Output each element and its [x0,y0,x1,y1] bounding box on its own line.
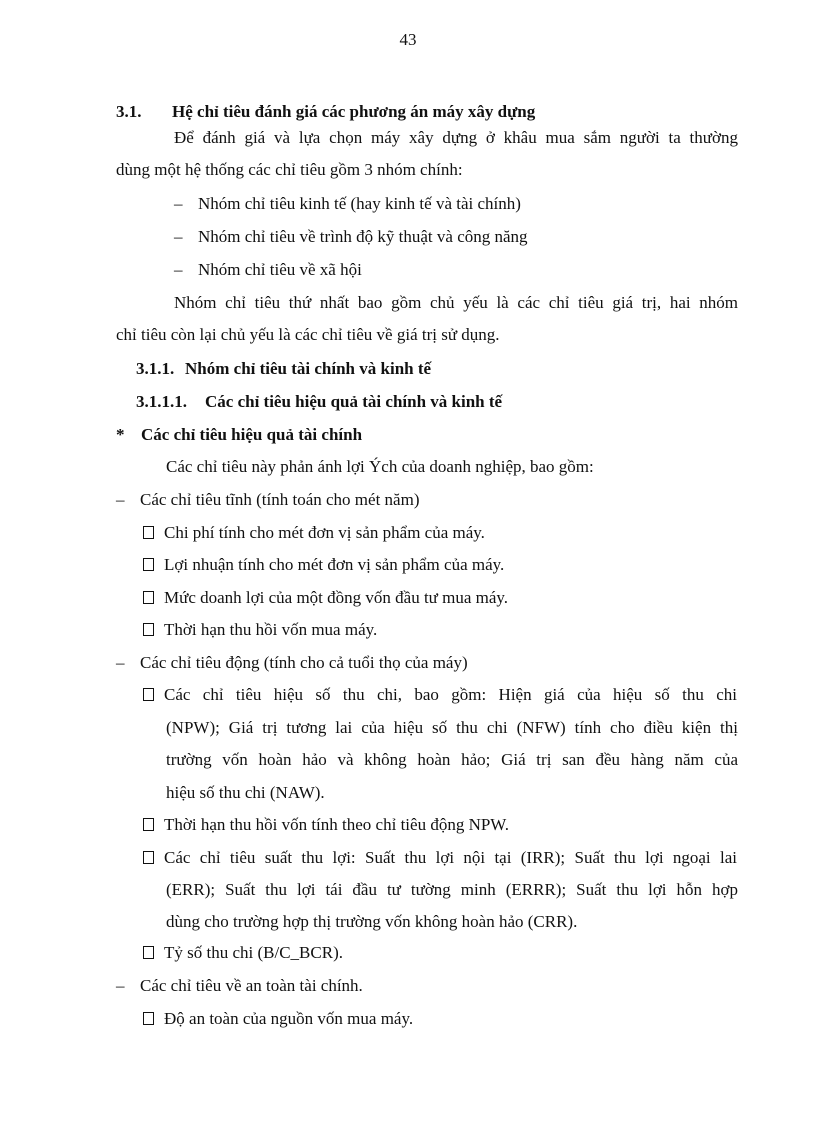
dynamic-title: Các chỉ tiêu động (tính cho cả tuổi thọ của máy) [140,653,468,672]
square-bullet-icon [143,623,154,636]
group-item [174,225,528,249]
square-bullet-icon [143,1012,154,1025]
safety-heading [116,974,363,998]
item-text-cont: (NPW); Giá trị tương lai của hiệu số thu chi (NFW) tính cho điều kiện thị [166,718,738,737]
intro-line-1: Để đánh giá và lựa chọn máy xây dựng ở khâu mua sắm người ta thường [174,128,738,147]
square-bullet-icon [143,818,154,831]
subsection-number: 3.1.1. [136,359,175,378]
subsubsection-title: Các chỉ tiêu hiệu quả tài chính và kinh tế [205,392,503,411]
list-item [143,618,377,642]
para2-line-1: Nhóm chỉ tiêu thứ nhất bao gồm chủ yếu là các chỉ tiêu giá trị, hai nhóm [174,293,738,312]
subsubsection-number: 3.1.1.1. [136,392,187,411]
square-bullet-icon [143,851,154,864]
square-bullet-icon [143,688,154,701]
star-intro: Các chỉ tiêu này phản ánh lợi Ých của doanh nghiệp, bao gồm: [166,457,594,476]
dash-bullet: – [116,653,125,672]
star-heading [116,423,362,447]
section-heading [116,100,535,124]
dash-bullet: – [174,194,183,213]
list-item [143,813,509,837]
square-bullet-icon [143,591,154,604]
group-item [174,192,521,216]
list-item [143,683,738,707]
dash-bullet: – [174,260,183,279]
item-text-cont: dùng cho trường hợp thị trường vốn không hoàn hảo (CRR). [166,912,578,931]
star-mark: * [116,425,125,444]
item-text: Lợi nhuận tính cho mét đơn vị sản phẩm của máy. [164,555,505,574]
section-title: Hệ chỉ tiêu đánh giá các phương án máy xây dựng [172,102,536,121]
item-text: Mức doanh lợi của một đồng vốn đầu tư mua máy. [164,588,509,607]
page-number: 43 [399,30,417,49]
group-label: Nhóm chỉ tiêu về trình độ kỹ thuật và công năng [198,227,528,246]
list-item [143,553,504,577]
item-text: Độ an toàn của nguồn vốn mua máy. [164,1009,414,1028]
para2-line-2: chỉ tiêu còn lại chủ yếu là các chỉ tiêu về giá trị sử dụng. [116,325,500,344]
square-bullet-icon [143,526,154,539]
static-title: Các chỉ tiêu tĩnh (tính toán cho mét năm) [140,490,420,509]
item-text: Thời hạn thu hồi vốn mua máy. [164,620,378,639]
section-number: 3.1. [116,102,142,121]
safety-title: Các chỉ tiêu về an toàn tài chính. [140,976,363,995]
subsection-title: Nhóm chỉ tiêu tài chính và kinh tế [185,359,432,378]
list-item [143,521,485,545]
dash-bullet: – [116,490,125,509]
list-item [143,586,508,610]
item-text: Thời hạn thu hồi vốn tính theo chỉ tiêu động NPW. [164,815,510,834]
subsubsection-heading [136,390,502,414]
subsection-heading [136,357,431,381]
group-item [174,258,362,282]
item-text-cont: hiệu số thu chi (NAW). [166,783,325,802]
item-text: Các chỉ tiêu suất thu lợi: Suất thu lợi nội tại (IRR); Suất thu lợi ngoại lai [164,848,737,867]
group-label: Nhóm chỉ tiêu về xã hội [198,260,362,279]
item-text: Các chỉ tiêu hiệu số thu chi, bao gồm: Hiện giá của hiệu số thu chi [164,685,737,704]
square-bullet-icon [143,946,154,959]
static-heading [116,488,419,512]
item-text-cont: trường vốn hoàn hảo và không hoàn hảo; Giá trị san đều hàng năm của [166,750,738,769]
dynamic-heading [116,651,468,675]
item-text: Tỷ số thu chi (B/C_BCR). [164,943,343,962]
group-label: Nhóm chỉ tiêu kinh tế (hay kinh tế và tài chính) [198,194,521,213]
list-item [143,1007,413,1031]
dash-bullet: – [174,227,183,246]
list-item [143,846,738,870]
item-text: Chi phí tính cho mét đơn vị sản phẩm của máy. [164,523,485,542]
square-bullet-icon [143,558,154,571]
intro-line-2: dùng một hệ thống các chỉ tiêu gồm 3 nhóm chính: [116,160,463,179]
dash-bullet: – [116,976,125,995]
item-text-cont: (ERR); Suất thu lợi tái đầu tư tường minh (ERRR); Suất thu lợi hỗn hợp [166,880,738,899]
star-title: Các chỉ tiêu hiệu quả tài chính [141,425,363,444]
list-item [143,941,343,965]
